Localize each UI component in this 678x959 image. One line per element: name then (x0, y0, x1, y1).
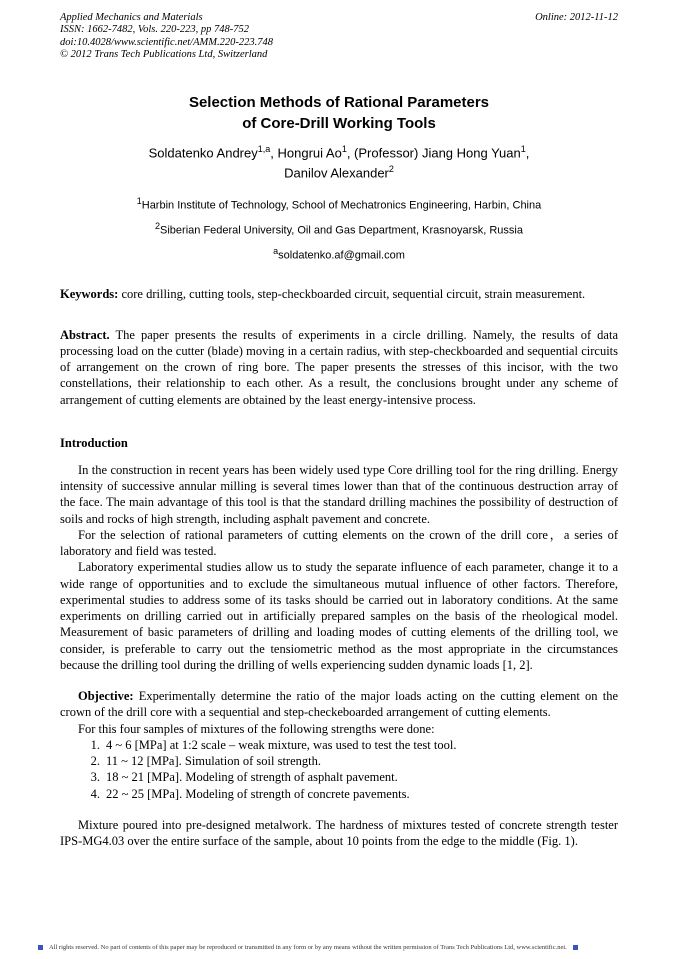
author-name: , (525, 144, 530, 160)
doi-line: doi:10.4028/www.scientific.net/AMM.220-223.748 (60, 36, 273, 48)
list-item (82, 769, 618, 785)
copyright-line: © 2012 Trans Tech Publications Ltd, Switzerland (60, 49, 268, 61)
header-left-block (60, 12, 273, 62)
author-name: Danilov Alexander (284, 165, 389, 181)
footer-marker-icon (38, 945, 43, 950)
list-item (82, 737, 618, 753)
affiliation-line (60, 196, 618, 212)
journal-name: Applied Mechanics and Materials (60, 12, 203, 23)
email-mark: a (273, 245, 279, 256)
footer-marker-icon (573, 945, 578, 950)
author-name: , Hongrui Ao (270, 144, 342, 160)
author-affil-mark: 1 (520, 143, 526, 154)
affiliations-block (60, 196, 618, 261)
affiliation-text: Siberian Federal University, Oil and Gas Department, Krasnoyarsk, Russia (160, 224, 523, 237)
section-heading-introduction: Introduction (60, 435, 128, 450)
author-name: , (Professor) Jiang Hong Yuan (346, 144, 521, 160)
keywords-paragraph (60, 286, 618, 302)
list-item (82, 786, 618, 802)
author-name: Soldatenko Andrey (148, 144, 258, 160)
keywords-text: core drilling, cutting tools, step-checkboarded circuit, sequential circuit, strain measurement. (118, 287, 586, 302)
authors-line1 (60, 143, 618, 163)
online-date: Online: 2012-11-12 (535, 12, 618, 23)
abstract-paragraph (60, 327, 618, 408)
list-item-text: 22 ~ 25 [MPa]. Modeling of strength of concrete pavements. (106, 786, 410, 801)
intro-paragraph-2: For the selection of rational parameters of cutting elements on the crown of the drill core，a series of laboratory and field was tested. (60, 527, 618, 559)
author-affil-mark: 2 (388, 163, 394, 174)
objective-label: Objective: (78, 689, 134, 704)
email-line (60, 246, 618, 262)
authors-block (60, 143, 618, 184)
email-text: soldatenko.af@gmail.com (278, 249, 405, 262)
page-footer (38, 944, 648, 951)
list-intro: For this four samples of mixtures of the following strengths were done: (78, 721, 435, 736)
abstract-label: Abstract. (60, 327, 110, 342)
footer-text: All rights reserved. No part of contents of this paper may be reproduced or transmitted in any form or by any means without the written permission of Trans Tech Publications Ltd, www.scientific.net. (49, 944, 567, 951)
objective-text: Experimentally determine the ratio of the major loads acting on the cutting element on the crown of the drill core with a sequential and step-checkeboarded arrangement of cutting elements. (60, 689, 618, 720)
list-item-text: 11 ~ 12 [MPa]. Simulation of soil strength. (106, 754, 321, 769)
list-item-text: 18 ~ 21 [MPa]. Modeling of strength of asphalt pavement. (106, 770, 398, 785)
affiliation-mark: 2 (155, 221, 161, 232)
affiliation-mark: 1 (136, 196, 142, 207)
list-item-number: 2. (90, 754, 100, 769)
list-item-number: 1. (90, 737, 100, 752)
keywords-label: Keywords: (60, 287, 119, 302)
paper-title (60, 92, 618, 134)
intro-paragraph-3: Laboratory experimental studies allow us to study the separate influence of each parameter, change it to a wide range of opportunities and to exclude the simultaneous mutual influence of other factors. Therefore, experimental studies to address some of its tasks should be carried out in laboratory conditions. At the same experiments on drilling carried out in artificially prepared samples on the basis of the rheological model. Measurement of basic parameters of drilling and loading modes of cutting elements of the drilling tool, we consider, is preferable to carry out the tensiometric method as the most appropriate in the circumstances because the drilling tool during the drilling of wells experiencing sudden dynamic loads [1, 2]. (60, 560, 618, 672)
page-header (60, 12, 618, 62)
strength-list (60, 737, 618, 802)
authors-line2 (60, 163, 618, 183)
list-item-text: 4 ~ 6 [MPa] at 1:2 scale – weak mixture, was used to test the test tool. (106, 737, 457, 752)
list-item-number: 4. (90, 786, 100, 801)
affiliation-line (60, 221, 618, 237)
list-item (82, 753, 618, 769)
abstract-text: The paper presents the results of experiments in a circle drilling. Namely, the results of data processing load on the cutter (blade) moving in a certain radius, with step-checkboarded and sequential circuits of arrangement on the crown of ring bore. The paper presents the stresses of this incisor, with the two constellations, their relationship to each other. As a result, the conclusions brought under any scheme of arrangement of cutting elements are obtained by the least energy-intensive process. (60, 327, 618, 407)
closing-paragraph: Mixture poured into pre-designed metalwork. The hardness of mixtures tested of concrete strength tester IPS-MG4.03 over the entire surface of the sample, about 10 points from the edge to the middle (Fig. 1). (60, 817, 618, 849)
author-affil-mark: 1,a (257, 143, 271, 154)
author-affil-mark: 1 (341, 143, 347, 154)
objective-paragraph (60, 688, 618, 721)
list-item-number: 3. (90, 770, 100, 785)
paper-title-line1: Selection Methods of Rational Parameters (188, 93, 490, 111)
paper-title-line2: of Core-Drill Working Tools (242, 114, 436, 132)
intro-paragraph-1: In the construction in recent years has been widely used type Core drilling tool for the ring drilling. Energy intensity of successive annular milling is several times lower than that of the continuous destruction array of the face. The main advantage of this tool is that the standard drilling machines the possibility of destruction of soils and rocks of high strength, including asphalt pavement and concrete. (60, 462, 618, 526)
issn-line: ISSN: 1662-7482, Vols. 220-223, pp 748-752 (60, 24, 249, 36)
affiliation-text: Harbin Institute of Technology, School of Mechatronics Engineering, Harbin, China (141, 200, 542, 213)
